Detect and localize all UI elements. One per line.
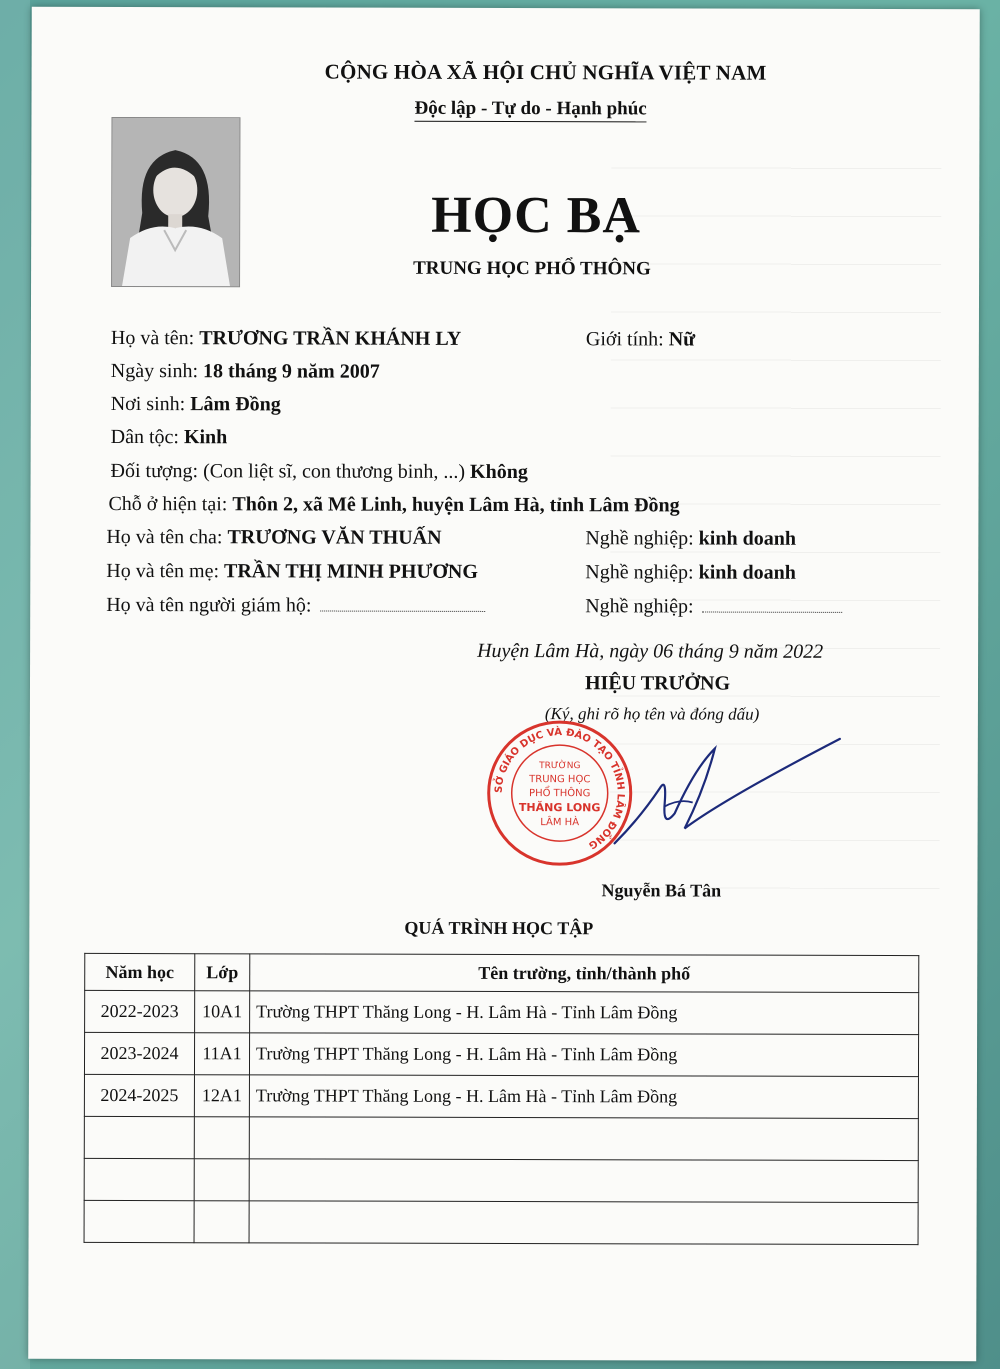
table-row [84,1158,918,1202]
name-row [111,327,461,351]
category-label: Đối tượng: (Con liệt sĩ, con thương binh, ...) [110,459,466,483]
mother-job-label: Nghề nghiệp: [585,561,694,584]
table-row [84,1116,918,1160]
ethnicity-row [111,426,228,449]
cell-school [249,1117,918,1161]
table-row [84,1200,918,1244]
stamp-line-3: PHỔ THÔNG [529,788,591,800]
student-photo [111,117,240,287]
table-row [84,1074,918,1118]
col-header-year: Năm học [85,953,195,990]
guardian-job-label: Nghề nghiệp: [585,595,694,618]
portrait-icon [112,118,239,286]
guardian-blank [320,597,485,612]
motto: Độc lập - Tự do - Hạnh phúc [414,98,646,123]
history-title: QUÁ TRÌNH HỌC TẬP [404,917,594,939]
stamp-line-5: LÂM HÀ [540,817,580,829]
guardian-label: Họ và tên người giám hộ: [106,593,312,617]
father-row [106,526,441,550]
cell-class: 10A1 [195,991,250,1033]
ethnicity-label: Dân tộc: [110,425,179,449]
father-job-label: Nghề nghiệp: [585,527,694,550]
nation-header: CỘNG HÒA XÃ HỘI CHỦ NGHĨA VIỆT NAM [324,59,767,85]
birthplace-row [111,393,281,416]
cell-class: 12A1 [194,1075,249,1117]
col-header-school: Tên trường, tỉnh/thành phố [250,954,919,993]
category-value: Không [470,460,528,484]
address-label: Chỗ ở hiện tại: [108,492,228,516]
cell-class [194,1117,249,1159]
guardian-job-row [585,595,842,619]
gender-row [586,328,695,351]
stamp-ring-text: SỞ GIÁO DỤC VÀ ĐÀO TẠO TỈNH LÂM ĐỒNG [493,727,626,851]
cell-year: 2024-2025 [84,1074,194,1116]
father-label: Họ và tên cha: [106,525,223,549]
study-history-table [84,953,920,1245]
address-row [108,493,679,517]
principal-title: HIỆU TRƯỞNG [584,672,731,695]
cell-year [84,1116,194,1158]
table-header-row [85,953,919,992]
student-name: TRƯƠNG TRẦN KHÁNH LY [199,327,462,350]
cell-class: 11A1 [194,1033,249,1075]
dob-row [111,360,380,384]
mother-row [106,560,478,584]
mother-label: Họ và tên mẹ: [106,559,220,583]
cell-year [84,1158,194,1200]
cell-class [194,1201,249,1243]
document-subtitle: TRUNG HỌC PHỔ THÔNG [413,257,651,280]
document-page [28,7,980,1361]
cell-school: Trường THPT Thăng Long - H. Lâm Hà - Tỉnh Lâm Đồng [249,1075,918,1119]
cell-school [249,1201,918,1245]
mother-job: kinh doanh [698,561,796,584]
gender-value: Nữ [668,328,696,351]
name-label: Họ và tên: [110,326,195,350]
father-job: kinh doanh [698,527,797,550]
birthplace-value: Lâm Đồng [190,393,281,416]
cell-school [249,1159,918,1203]
category-row [111,460,528,484]
dob-value: 18 tháng 9 năm 2007 [203,360,380,383]
col-header-class: Lớp [195,954,250,991]
mother-name: TRẦN THỊ MINH PHƯƠNG [224,560,478,583]
stamp-line-1: TRƯỜNG [539,761,581,772]
guardian-job-blank [703,598,843,613]
stamp-line-4: THĂNG LONG [518,801,601,815]
address-value: Thôn 2, xã Mê Linh, huyện Lâm Hà, tỉnh Lâm Đồng [232,493,680,517]
father-job-row [585,527,796,551]
signature-icon [605,728,845,849]
guardian-row [106,594,485,618]
issue-date: Huyện Lâm Hà, ngày 06 tháng 9 năm 2022 [477,639,824,663]
cell-year: 2022-2023 [85,990,195,1032]
father-name: TRƯƠNG VĂN THUẤN [227,526,442,549]
dob-label: Ngày sinh: [110,359,199,383]
cell-year [84,1200,194,1242]
signature-note: (Ký, ghi rõ họ tên và đóng dấu) [544,704,760,724]
cell-year: 2023-2024 [84,1032,194,1074]
cell-school: Trường THPT Thăng Long - H. Lâm Hà - Tỉnh Lâm Đồng [249,1033,918,1077]
mother-job-row [585,561,796,585]
document-title: HỌC BẠ [431,186,641,245]
birthplace-label: Nơi sinh: [110,392,186,416]
cell-school: Trường THPT Thăng Long - H. Lâm Hà - Tỉnh Lâm Đồng [250,991,919,1035]
signer-name: Nguyễn Bá Tân [601,880,722,901]
stamp-line-2: TRUNG HỌC [529,774,591,786]
table-row [84,1032,918,1076]
ethnicity-value: Kinh [183,426,228,449]
table-row [85,990,919,1034]
gender-label: Giới tính: [585,328,664,351]
cell-class [194,1159,249,1201]
